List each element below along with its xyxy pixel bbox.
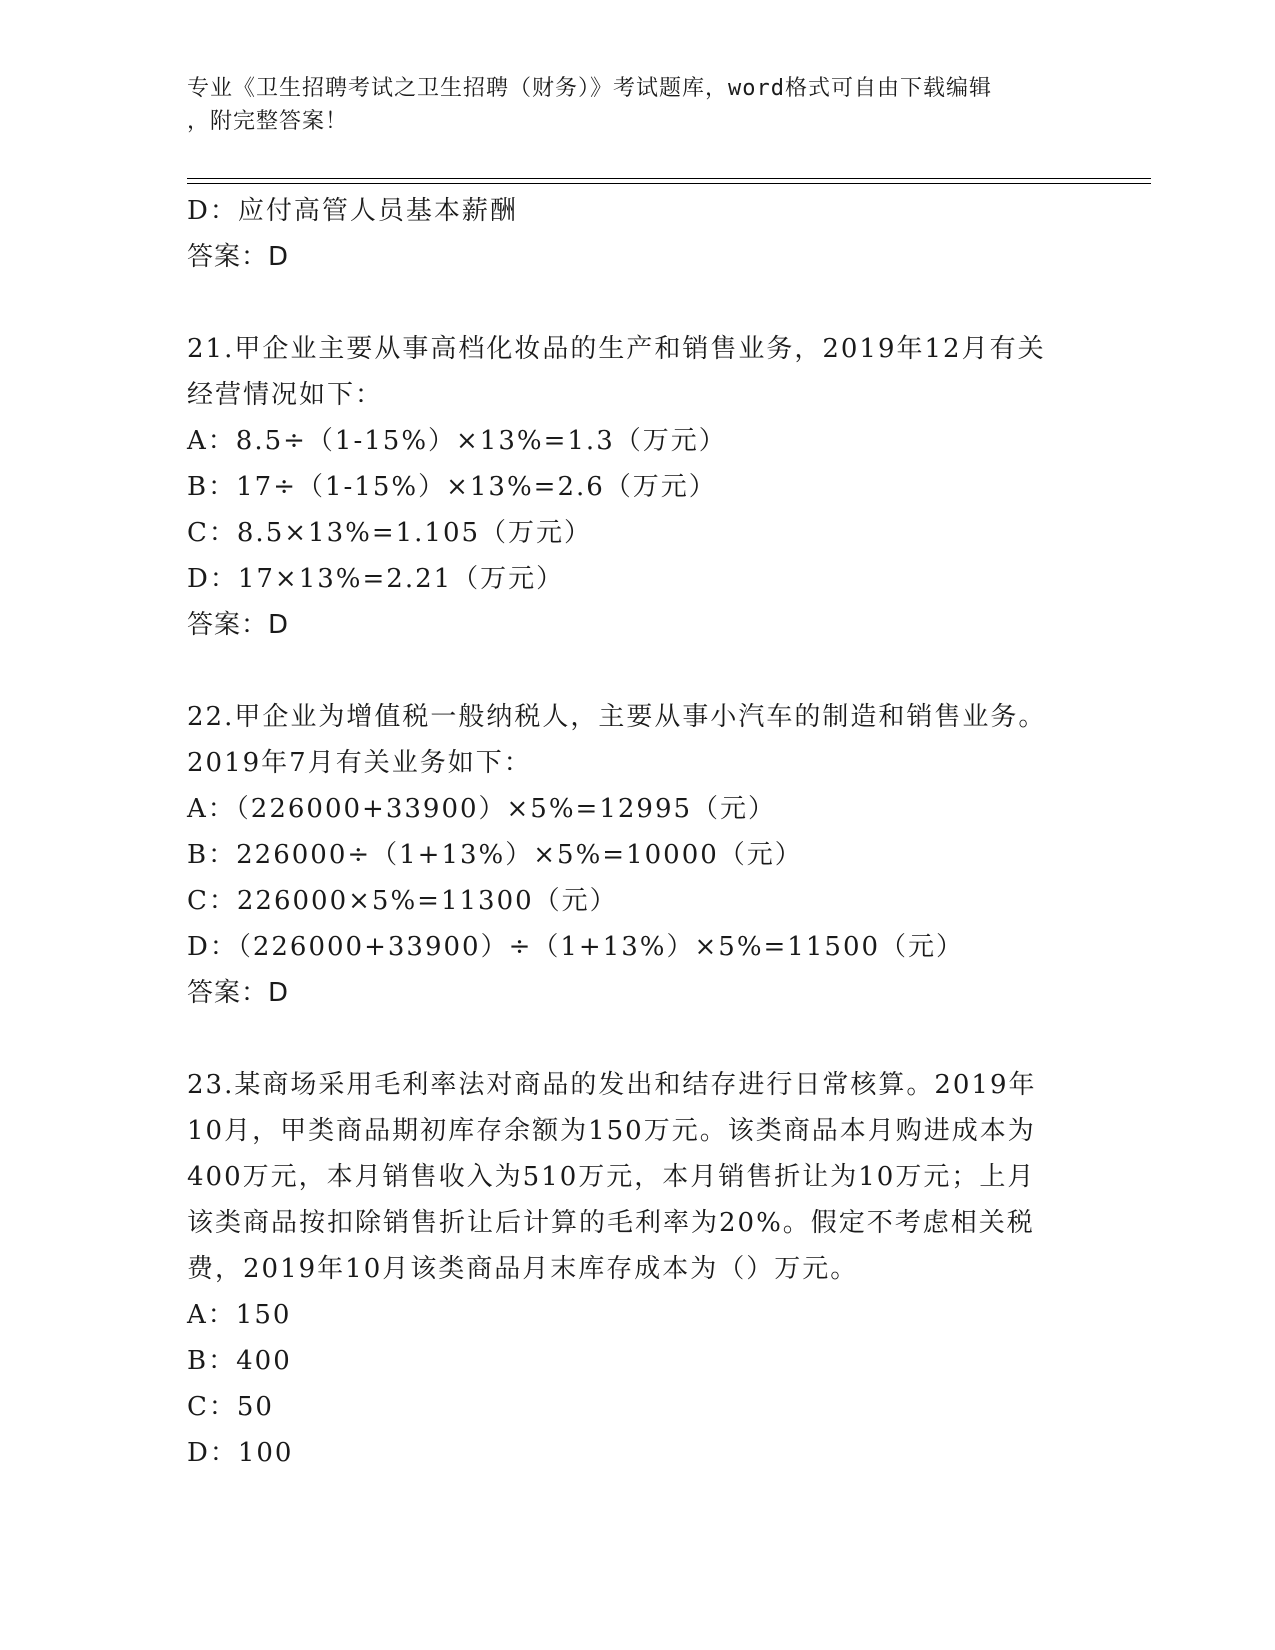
- q22-option-b: B：226000÷（1+13%）×5%=10000（元）: [187, 840, 803, 870]
- header-line-2: ，附完整答案！: [187, 109, 349, 134]
- document-header: [187, 72, 1087, 138]
- q21-answer: 答案：D: [187, 610, 290, 640]
- q23-stem-line-2: 10月，甲类商品期初库存余额为150万元。该类商品本月购进成本为: [187, 1116, 1036, 1146]
- q23-stem-line-3: 400万元，本月销售收入为510万元，本月销售折让为10万元；上月: [187, 1162, 1036, 1192]
- q23-option-d: D：100: [187, 1438, 294, 1468]
- question-22: [187, 694, 1067, 1016]
- q22-option-c: C：226000×5%=11300（元）: [187, 886, 618, 916]
- q22-option-a: A：（226000+33900）×5%=12995（元）: [187, 794, 777, 824]
- q20-option-d: D：应付高管人员基本薪酬: [187, 196, 518, 226]
- q23-option-a: A：150: [187, 1300, 292, 1330]
- question-21: [187, 326, 1067, 648]
- q22-stem-line-2: 2019年7月有关业务如下：: [187, 748, 532, 778]
- spacer: [187, 648, 1067, 694]
- q22-option-d: D：（226000+33900）÷（1+13%）×5%=11500（元）: [187, 932, 965, 962]
- q23-stem-line-1: 23.某商场采用毛利率法对商品的发出和结存进行日常核算。2019年: [187, 1070, 1037, 1100]
- q21-option-d: D：17×13%=2.21（万元）: [187, 564, 565, 594]
- q21-stem-line-1: 21.甲企业主要从事高档化妆品的生产和销售业务，2019年12月有关: [187, 334, 1046, 364]
- q23-option-c: C：50: [187, 1392, 274, 1422]
- q22-stem-line-1: 22.甲企业为增值税一般纳税人，主要从事小汽车的制造和销售业务。: [187, 702, 1047, 732]
- spacer: [187, 1016, 1067, 1062]
- q23-stem-line-5: 费，2019年10月该类商品月末库存成本为（）万元。: [187, 1254, 859, 1284]
- q23-stem-line-4: 该类商品按扣除销售折让后计算的毛利率为20%。假定不考虑相关税: [187, 1208, 1035, 1238]
- header-divider-top: [187, 178, 1151, 179]
- question-20-tail: [187, 188, 1067, 280]
- question-list: [187, 188, 1067, 1476]
- q23-option-b: B：400: [187, 1346, 292, 1376]
- spacer: [187, 280, 1067, 326]
- header-divider-bottom: [187, 183, 1151, 184]
- q20-answer: 答案：D: [187, 242, 290, 272]
- q22-answer: 答案：D: [187, 978, 290, 1008]
- header-line-1: 专业《卫生招聘考试之卫生招聘（财务）》考试题库，word格式可自由下载编辑: [187, 76, 992, 101]
- q21-option-a: A：8.5÷（1-15%）×13%=1.3（万元）: [187, 426, 727, 456]
- q21-stem-line-2: 经营情况如下：: [187, 380, 384, 410]
- q21-option-c: C：8.5×13%=1.105（万元）: [187, 518, 593, 548]
- question-23: [187, 1062, 1067, 1476]
- q21-option-b: B：17÷（1-15%）×13%=2.6（万元）: [187, 472, 717, 502]
